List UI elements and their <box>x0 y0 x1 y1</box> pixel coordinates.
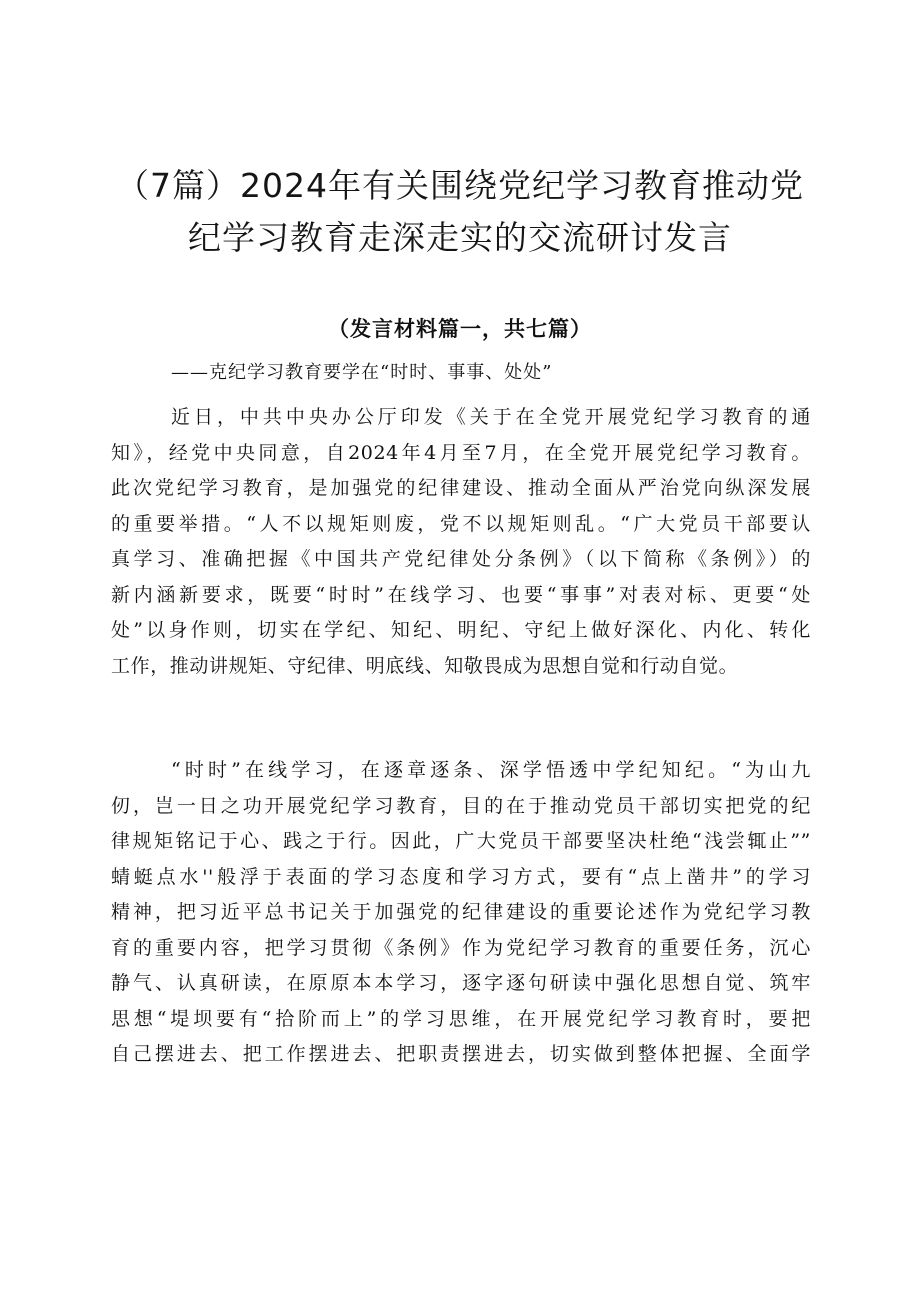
text-line: 思想“堤坝要有“拾阶而上”的学习思维，在开展党纪学习教育时，要把 <box>111 1007 811 1030</box>
title-line: （7篇）2024年有关围绕党纪学习教育推动党 <box>116 166 804 205</box>
text-line: 近日，中共中央办公厅印发《关于在全党开展党纪学习教育的通 <box>171 406 811 428</box>
text-line: 静气、认真研读，在原原本本学习，逐字逐句研读中强化思想自觉、筑牢 <box>111 972 811 994</box>
text-line: 仞，岂一日之功开展党纪学习教育，目的在于推动党员干部切实把党的纪 <box>111 794 811 817</box>
title-line: 纪学习教育走深走实的交流研讨发言 <box>188 218 732 257</box>
text-line: 工作，推动讲规矩、守纪律、明底线、知敬畏成为思想自觉和行动自觉。 <box>111 654 739 677</box>
text-line: 自己摆进去、把工作摆进去、把职责摆进去，切实做到整体把握、全面学 <box>111 1043 811 1065</box>
text-line: 处”以身作则，切实在学纪、知纪、明纪、守纪上做好深化、内化、转化 <box>111 619 811 641</box>
text-line: 律规矩铭记于心、践之于行。因此，广大党员干部要坚决杜绝“浅尝辄止”” <box>111 830 811 852</box>
document-theme-line: ——克纪学习教育要学在“时时、事事、处处” <box>171 362 553 383</box>
document-subtitle: （发言材料篇一，共七篇） <box>328 316 592 341</box>
text-line: 此次党纪学习教育，是加强党的纪律建设、推动全面从严治党向纵深发展 <box>111 477 811 499</box>
text-line: 精神，把习近平总书记关于加强党的纪律建设的重要论述作为党纪学习教 <box>111 901 811 923</box>
text-line: “时时”在线学习，在逐章逐条、深学悟透中学纪知纪。“为山九 <box>171 759 811 781</box>
text-line: 蜻蜓点水''般浮于表面的学习态度和学习方式，要有“点上凿井”的学习 <box>111 865 811 888</box>
document-title <box>100 160 820 264</box>
paragraph-2 <box>111 753 811 1073</box>
text-line: 育的重要内容，把学习贯彻《条例》作为党纪学习教育的重要任务，沉心 <box>111 936 811 959</box>
text-line: 的重要举措。“人不以规矩则废，党不以规矩则乱。“广大党员干部要认 <box>111 512 811 535</box>
text-line: 新内涵新要求，既要“时时”在线学习、也要“事事”对表对标、更要“处 <box>111 583 811 606</box>
text-line: 知》，经党中央同意，自2024年4月至7月，在全党开展党纪学习教育。 <box>111 441 811 464</box>
text-line: 真学习、准确把握《中国共产党纪律处分条例》（以下简称《条例》）的 <box>111 548 811 570</box>
paragraph-1 <box>111 400 811 684</box>
